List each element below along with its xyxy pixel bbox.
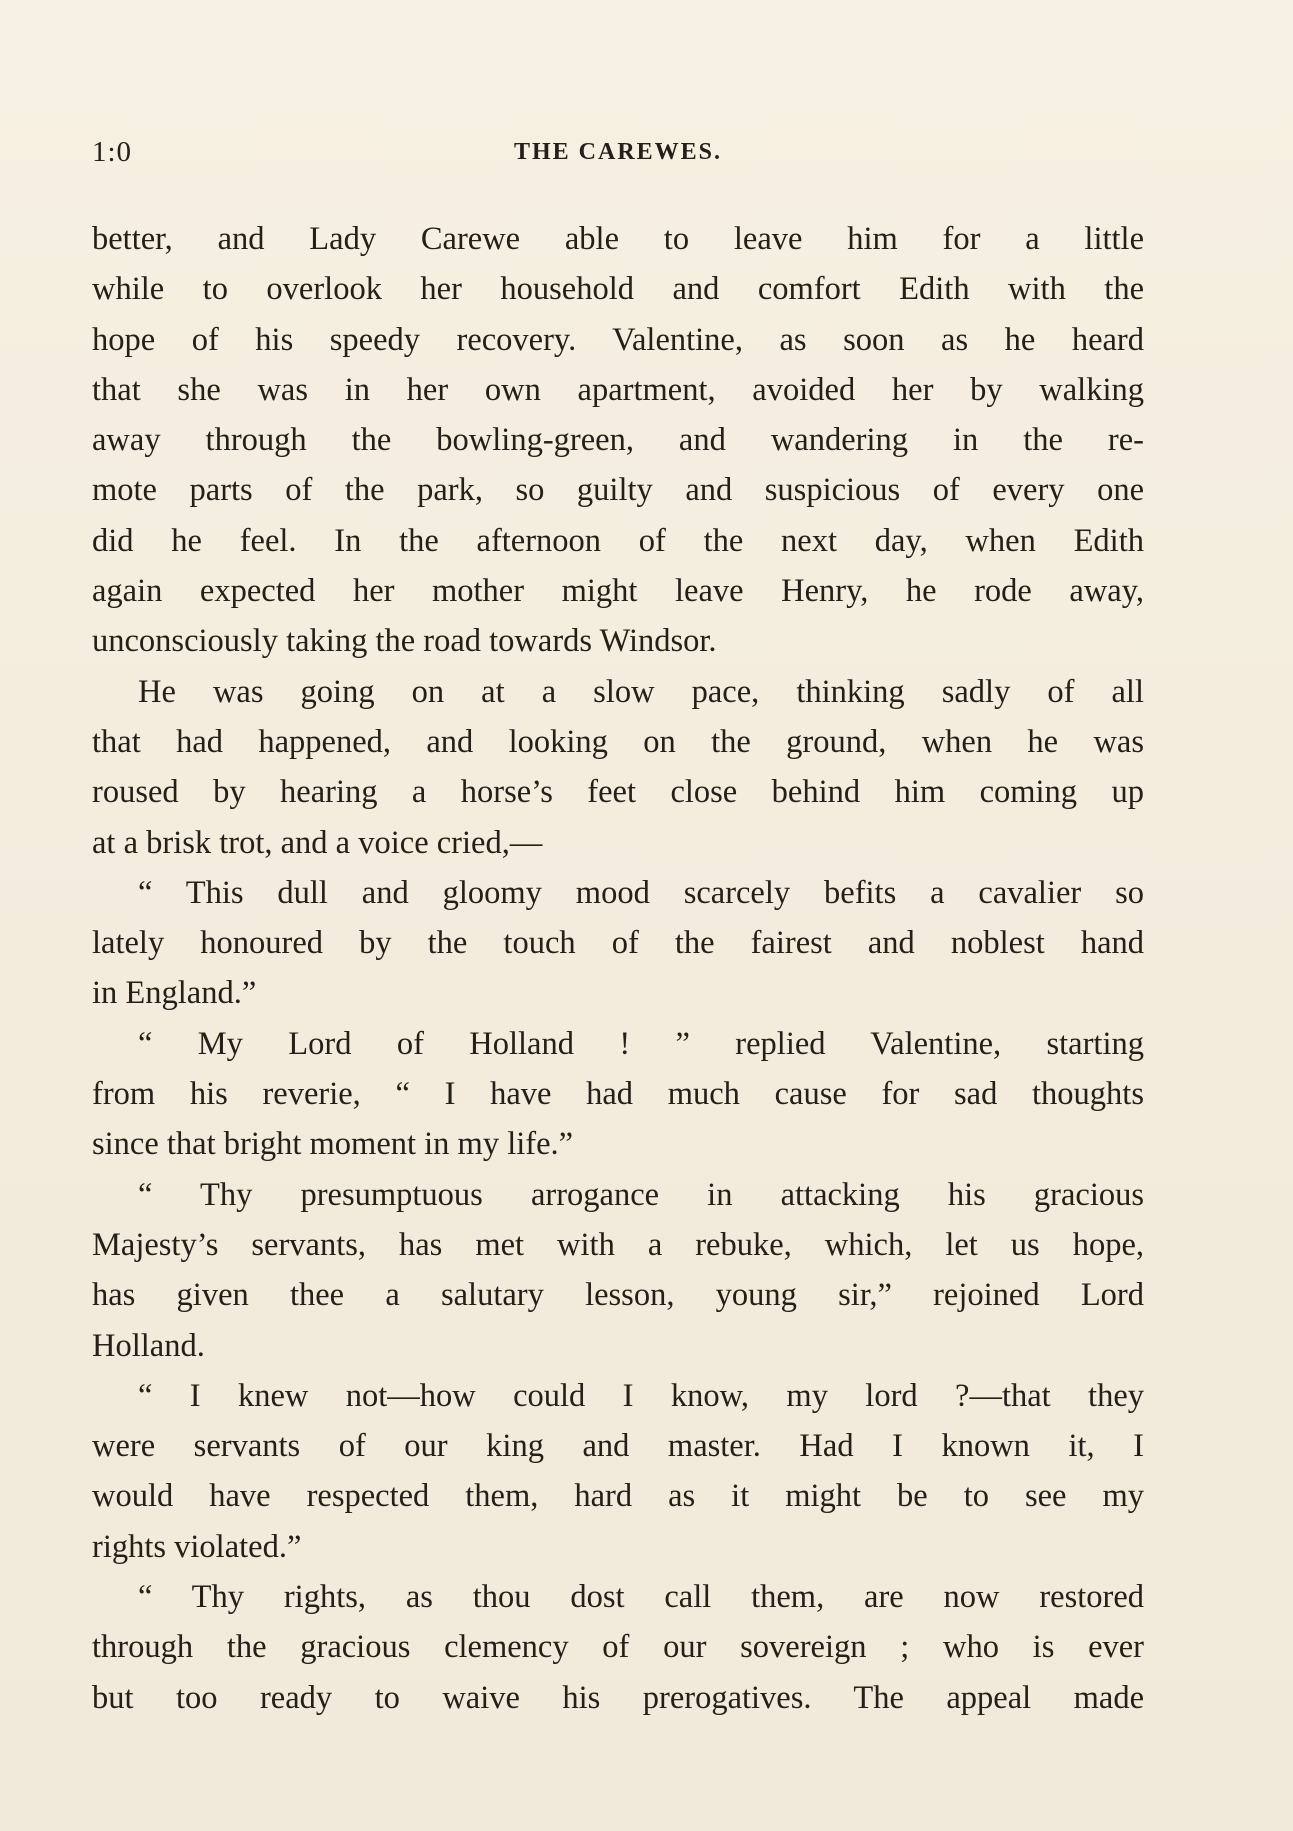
body-text	[92, 214, 1144, 1723]
text-line: would have respected them, hard as it might be to see my	[92, 1478, 1144, 1515]
text-line: in England.”	[92, 975, 257, 1012]
text-line: He was going on at a slow pace, thinking sadly of all	[138, 673, 1144, 710]
text-line: Holland.	[92, 1327, 205, 1364]
running-title: THE CAREWES.	[513, 139, 723, 165]
text-line: “ I knew not—how could I know, my lord ?—that they	[138, 1377, 1144, 1414]
text-line: were servants of our king and master. Had I known it, I	[92, 1428, 1144, 1465]
text-line: “ Thy presumptuous arrogance in attacking his gracious	[138, 1176, 1144, 1213]
text-line: again expected her mother might leave Henry, he rode away,	[92, 573, 1144, 610]
text-line: since that bright moment in my life.”	[92, 1126, 574, 1163]
text-line: through the gracious clemency of our sovereign ; who is ever	[92, 1629, 1144, 1666]
page-header	[92, 132, 1144, 172]
text-line: that she was in her own apartment, avoided her by walking	[92, 371, 1144, 408]
text-line: while to overlook her household and comfort Edith with the	[92, 271, 1144, 308]
text-line: “ Thy rights, as thou dost call them, are now restored	[138, 1579, 1144, 1616]
text-line: Majesty’s servants, has met with a rebuke, which, let us hope,	[92, 1226, 1144, 1263]
text-line: from his reverie, “ I have had much cause for sad thoughts	[92, 1076, 1144, 1113]
text-line: that had happened, and looking on the ground, when he was	[92, 723, 1144, 760]
text-line: “ My Lord of Holland ! ” replied Valentine, starting	[138, 1025, 1144, 1062]
text-line: mote parts of the park, so guilty and suspicious of every one	[92, 472, 1144, 509]
text-line: has given thee a salutary lesson, young sir,” rejoined Lord	[92, 1277, 1144, 1314]
text-line: did he feel. In the afternoon of the next day, when Edith	[92, 522, 1144, 559]
text-line: lately honoured by the touch of the fairest and noblest hand	[92, 925, 1144, 962]
page-number: 1:0	[92, 136, 133, 168]
text-line: but too ready to waive his prerogatives. The appeal made	[92, 1679, 1144, 1716]
text-line: rights violated.”	[92, 1528, 302, 1565]
text-line: hope of his speedy recovery. Valentine, as soon as he heard	[92, 321, 1144, 358]
text-line: “ This dull and gloomy mood scarcely befits a cavalier so	[138, 874, 1144, 911]
text-line: better, and Lady Carewe able to leave him for a little	[92, 221, 1144, 257]
text-line: at a brisk trot, and a voice cried,—	[92, 824, 543, 861]
text-line: roused by hearing a horse’s feet close behind him coming up	[92, 774, 1144, 811]
text-line: away through the bowling-green, and wandering in the re-	[92, 422, 1144, 459]
text-line: unconsciously taking the road towards Windsor.	[92, 623, 717, 660]
